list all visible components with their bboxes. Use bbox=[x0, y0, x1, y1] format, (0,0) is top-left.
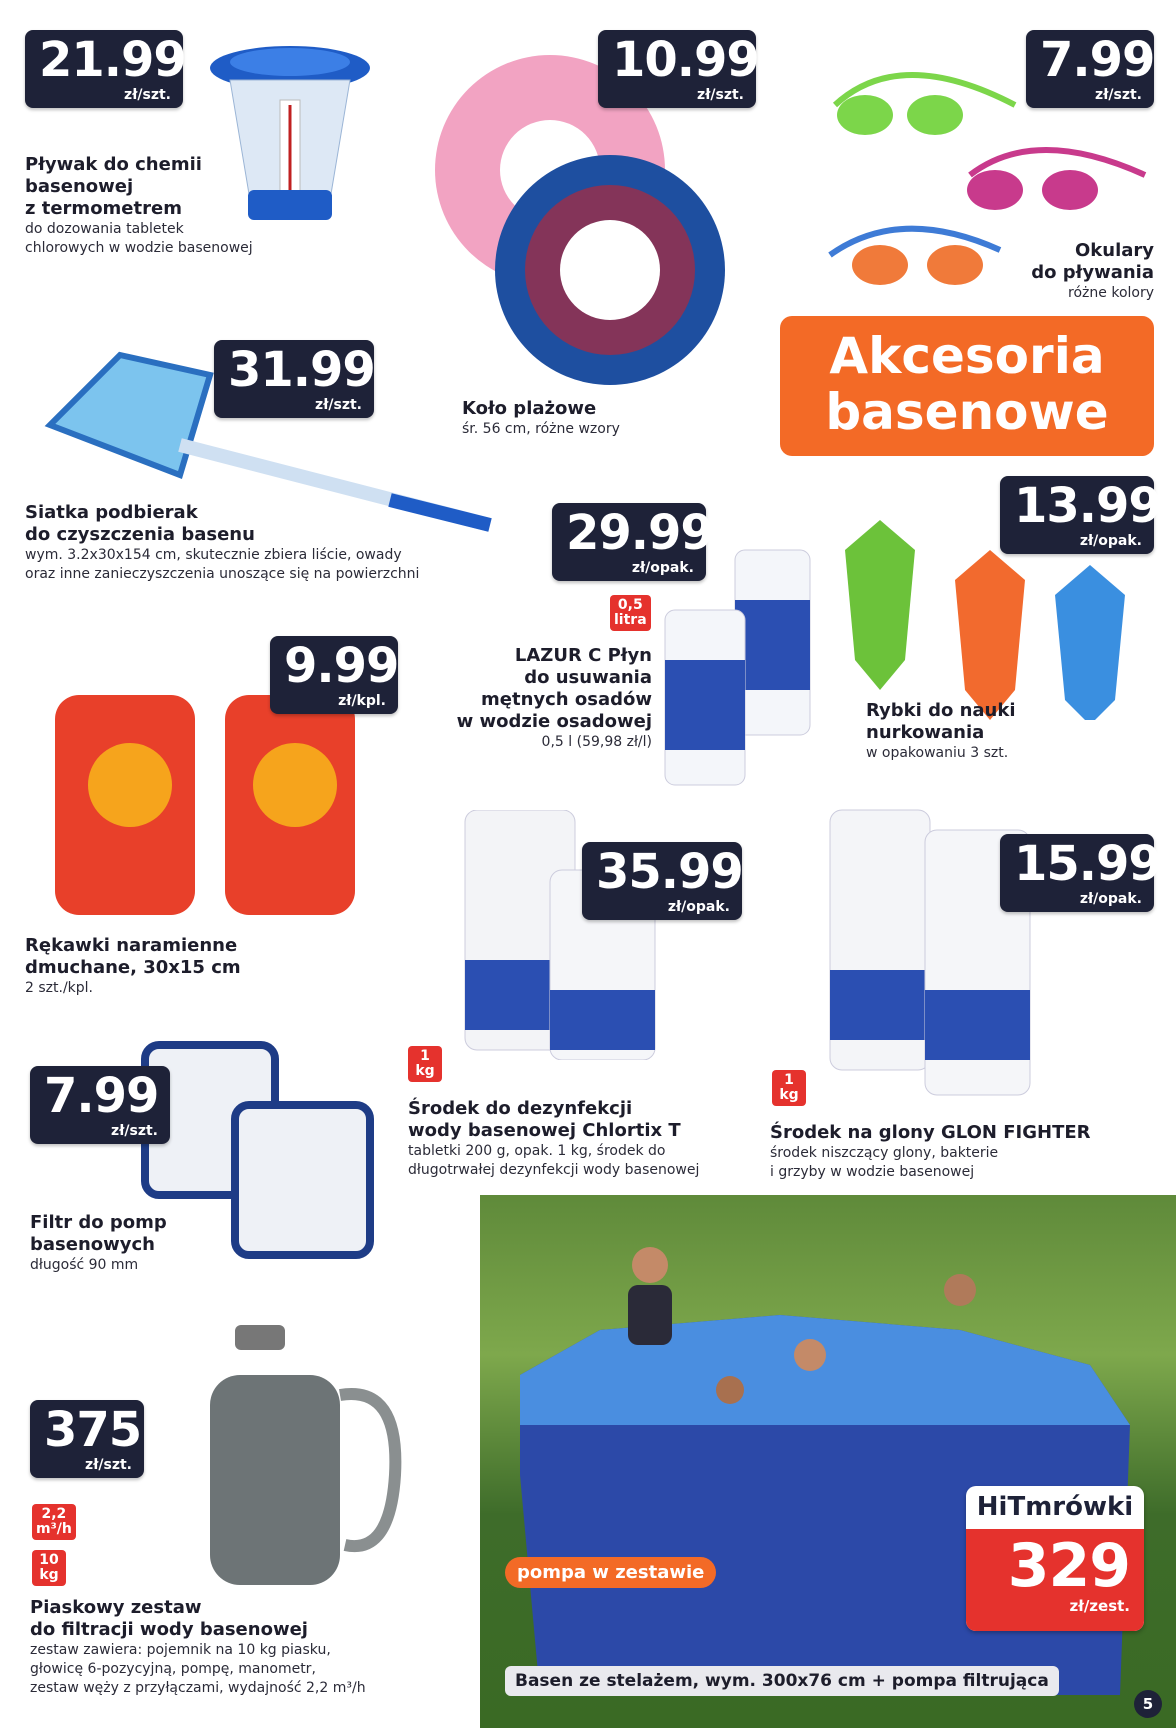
price-value: 35.99 bbox=[596, 844, 743, 900]
product-title: Pływak do chemii basenowej z termometrem bbox=[25, 154, 202, 219]
armbands-info bbox=[25, 935, 325, 998]
headline-line-2: basenowe bbox=[825, 383, 1109, 441]
product-title: LAZUR C Płyn do usuwania mętnych osadów w wodzie osadowej bbox=[456, 645, 652, 732]
product-title: Filtr do pomp basenowych bbox=[30, 1212, 167, 1255]
armbands-price-tag bbox=[270, 636, 398, 714]
filter-info bbox=[30, 1212, 250, 1275]
product-title: Siatka podbierak do czyszczenia basenu bbox=[25, 502, 255, 545]
product-title: Koło plażowe bbox=[462, 398, 597, 419]
price-unit: zł/opak. bbox=[1079, 891, 1142, 907]
goggles-info bbox=[940, 240, 1154, 303]
product-description: wym. 3.2x30x154 cm, skutecznie zbiera liście, owady oraz inne zanieczyszczenia unoszące się na powierzchni bbox=[25, 547, 420, 582]
price-unit: zł/szt. bbox=[111, 1123, 158, 1139]
sand-filter-weight-badge: 10 kg bbox=[32, 1550, 66, 1586]
hit-brand-logo: HiTmrówki bbox=[976, 1492, 1134, 1522]
dive-fish-price-tag bbox=[1000, 476, 1161, 554]
sand-filter-flow-badge: 2,2 m³/h bbox=[32, 1504, 76, 1540]
price-value: 29.99 bbox=[566, 505, 713, 561]
price-unit: zł/szt. bbox=[85, 1457, 132, 1473]
float-price-tag bbox=[25, 30, 186, 108]
glon-fighter-weight-badge: 1 kg bbox=[772, 1070, 806, 1106]
lazur-volume-badge: 0,5 litra bbox=[610, 595, 651, 631]
product-description: do dozowania tabletek chlorowych w wodzie basenowej bbox=[25, 221, 253, 256]
price-unit: zł/szt. bbox=[697, 87, 744, 103]
price-value: 10.99 bbox=[612, 32, 759, 88]
price-unit: zł/kpl. bbox=[338, 693, 386, 709]
chlortix-price-tag bbox=[582, 842, 742, 920]
price-value: 9.99 bbox=[284, 638, 399, 694]
section-headline bbox=[780, 316, 1154, 456]
dive-fish-info bbox=[866, 700, 1126, 763]
page-number: 5 bbox=[1134, 1690, 1162, 1718]
pool-photo bbox=[480, 1195, 1176, 1728]
product-title: Piaskowy zestaw do filtracji wody basenowej bbox=[30, 1597, 308, 1640]
sand-filter-price-tag bbox=[30, 1400, 144, 1478]
price-unit: zł/szt. bbox=[1095, 87, 1142, 103]
lazur-info bbox=[430, 645, 652, 752]
price-unit: zł/szt. bbox=[124, 87, 171, 103]
lazur-price-tag bbox=[552, 503, 713, 581]
price-value: 13.99 bbox=[1014, 478, 1161, 534]
price-value: 329 bbox=[1007, 1531, 1130, 1601]
armbands-image bbox=[50, 695, 360, 920]
price-unit: zł/zest. bbox=[1069, 1597, 1130, 1615]
product-title: Rybki do nauki nurkowania bbox=[866, 700, 1016, 743]
product-description: śr. 56 cm, różne wzory bbox=[462, 421, 620, 437]
price-unit: zł/opak. bbox=[667, 899, 730, 915]
price-value: 15.99 bbox=[1014, 836, 1161, 892]
skimmer-net-info bbox=[25, 502, 465, 584]
glon-fighter-info bbox=[770, 1122, 1160, 1182]
product-description: 2 szt./kpl. bbox=[25, 980, 93, 996]
product-title: Środek do dezynfekcji wody basenowej Chlortix T bbox=[408, 1098, 681, 1141]
pool-caption: Basen ze stelażem, wym. 300x76 cm + pompa filtrująca bbox=[505, 1666, 1059, 1696]
swim-ring-price-tag bbox=[598, 30, 759, 108]
price-value: 31.99 bbox=[228, 342, 375, 398]
filter-price-tag bbox=[30, 1066, 170, 1144]
chlortix-weight-badge: 1 kg bbox=[408, 1046, 442, 1082]
product-title: Okulary do pływania bbox=[1031, 240, 1154, 283]
sand-filter-info bbox=[30, 1597, 440, 1698]
price-unit: zł/szt. bbox=[315, 397, 362, 413]
product-description: różne kolory bbox=[1068, 285, 1154, 301]
headline-line-1: Akcesoria bbox=[829, 327, 1105, 385]
price-value: 7.99 bbox=[44, 1068, 159, 1124]
product-description: tabletki 200 g, opak. 1 kg, środek do długotrwałej dezynfekcji wody basenowej bbox=[408, 1143, 700, 1178]
price-value: 7.99 bbox=[1040, 32, 1155, 88]
goggles-price-tag bbox=[1026, 30, 1154, 108]
product-description: zestaw zawiera: pojemnik na 10 kg piasku, głowicę 6-pozycyjną, pompę, manometr, zestaw węży z przyłączami, wydajność 2,2 m³/h bbox=[30, 1642, 366, 1696]
price-unit: zł/opak. bbox=[1079, 533, 1142, 549]
price-value: 375 bbox=[44, 1402, 142, 1458]
skimmer-net-price-tag bbox=[214, 340, 374, 418]
product-description: środek niszczący glony, bakterie i grzyby w wodzie basenowej bbox=[770, 1145, 999, 1180]
chlortix-info bbox=[408, 1098, 748, 1180]
product-description: w opakowaniu 3 szt. bbox=[866, 745, 1009, 761]
pool-price-panel bbox=[966, 1529, 1144, 1631]
pool-price-tag bbox=[966, 1486, 1144, 1631]
price-value: 21.99 bbox=[39, 32, 186, 88]
price-unit: zł/opak. bbox=[631, 560, 694, 576]
product-title: Rękawki naramienne dmuchane, 30x15 cm bbox=[25, 935, 241, 978]
glon-fighter-price-tag bbox=[1000, 834, 1161, 912]
sand-filter-image bbox=[205, 1325, 405, 1590]
float-info bbox=[25, 154, 325, 258]
product-description: długość 90 mm bbox=[30, 1257, 139, 1273]
product-title: Środek na glony GLON FIGHTER bbox=[770, 1122, 1091, 1143]
product-description: 0,5 l (59,98 zł/l) bbox=[541, 734, 652, 750]
pump-included-label: pompa w zestawie bbox=[505, 1557, 716, 1588]
